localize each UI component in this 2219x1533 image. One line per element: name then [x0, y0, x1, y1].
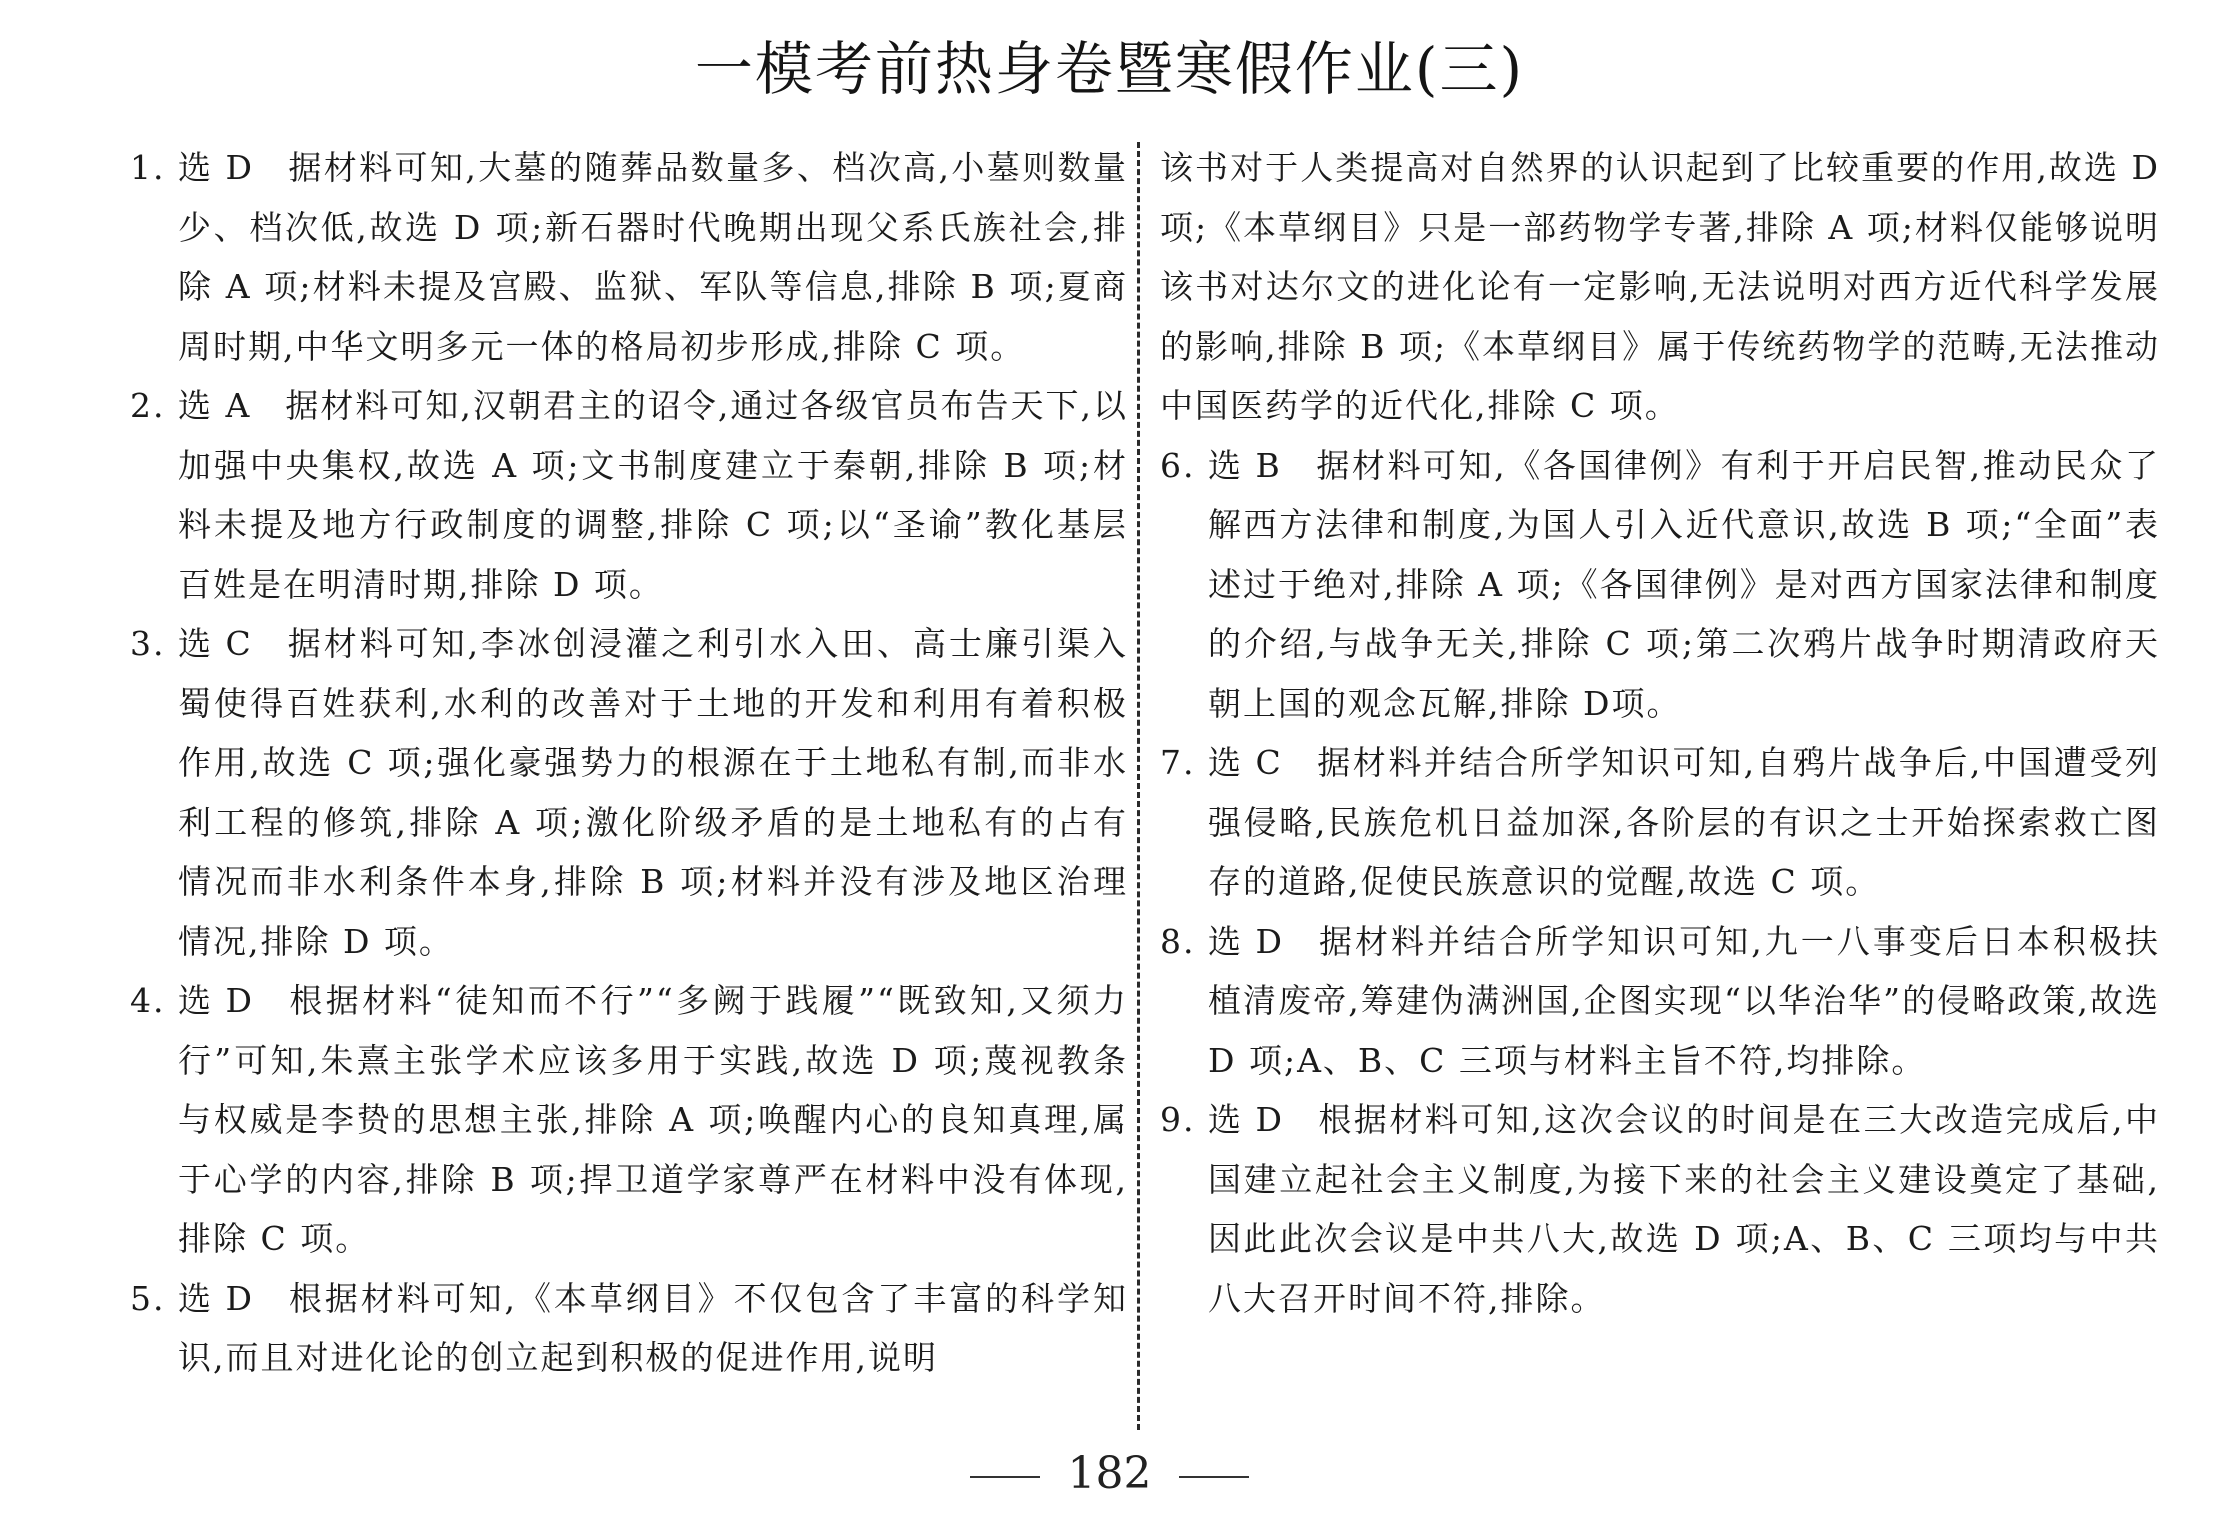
item-choice: 选 D	[178, 1278, 254, 1318]
item-choice: 选 B	[1208, 445, 1282, 485]
column-divider	[1137, 142, 1140, 1430]
answer-item-5	[130, 1269, 1128, 1388]
item-explanation: 据材料并结合所学知识可知,自鸦片战争后,中国遭受列强侵略,民族危机日益加深,各阶层的有识之士开始探索救亡图存的道路,促使民族意识的觉醒,故选 C 项。	[1208, 743, 2160, 901]
item-explanation: 根据材料“徒知而不行”“多阙于践履”“既致知,又须力行”可知,朱熹主张学术应该多用于实践,故选 D 项;蔑视教条与权威是李贽的思想主张,排除 A 项;唤醒内心的良知真理,属于心学的内容,排除 B 项;捍卫道学家尊严在材料中没有体现,排除 C 项。	[178, 981, 1128, 1258]
item-number: 1.	[130, 148, 166, 187]
item-number: 4.	[130, 981, 166, 1020]
left-column	[130, 138, 1128, 1388]
item-number: 2.	[130, 386, 166, 425]
item-explanation: 根据材料可知,这次会议的时间是在三大改造完成后,中国建立起社会主义制度,为接下来的社会主义建设奠定了基础,因此此次会议是中共八大,故选 D 项;A、B、C 三项均与中共八大召开时间不符,排除。	[1208, 1100, 2160, 1318]
item-number: 9.	[1160, 1100, 1196, 1139]
page-number-dash-right	[1179, 1476, 1249, 1478]
answer-item-9	[1160, 1090, 2160, 1328]
item-choice: 选 A	[178, 386, 252, 425]
item-number: 3.	[130, 624, 166, 663]
item-explanation: 据材料可知,李冰创浸灌之利引水入田、高士廉引渠入蜀使得百姓获利,水利的改善对于土地的开发和利用有着积极作用,故选 C 项;强化豪强势力的根源在于土地私有制,而非水利工程的修筑,排除 A 项;激化阶级矛盾的是土地私有的占有情况而非水利条件本身,排除 B 项;材料并没有涉及地区治理情况,排除 D 项。	[178, 624, 1128, 961]
item-choice: 选 C	[178, 624, 253, 663]
item-explanation: 据材料并结合所学知识可知,九一八事变后日本积极扶植清废帝,筹建伪满洲国,企图实现“以华治华”的侵略政策,故选 D 项;A、B、C 三项与材料主旨不符,均排除。	[1208, 921, 2160, 1080]
right-column	[1160, 138, 2160, 1328]
answer-item-7	[1160, 733, 2160, 912]
item-number: 6.	[1160, 445, 1196, 485]
answer-item-8	[1160, 912, 2160, 1091]
item-explanation: 据材料可知,大墓的随葬品数量多、档次高,小墓则数量少、档次低,故选 D 项;新石器时代晚期出现父系氏族社会,排除 A 项;材料未提及宫殿、监狱、军队等信息,排除 B 项;夏商周时期,中华文明多元一体的格局初步形成,排除 C 项。	[178, 148, 1128, 366]
item-explanation: 据材料可知,《各国律例》有利于开启民智,推动民众了解西方法律和制度,为国人引入近代意识,故选 B 项;“全面”表述过于绝对,排除 A 项;《各国律例》是对西方国家法律和制度的介绍,与战争无关,排除 C 项;第二次鸦片战争时期清政府天朝上国的观念瓦解,排除 D项。	[1208, 445, 2160, 723]
answer-item-2	[130, 376, 1128, 614]
page-title: 一模考前热身卷暨寒假作业(三)	[694, 35, 1525, 103]
item-number: 5.	[130, 1278, 166, 1318]
item-explanation: 根据材料可知,《本草纲目》不仅包含了丰富的科学知识,而且对进化论的创立起到积极的促进作用,说明	[178, 1278, 1128, 1377]
item-number: 8.	[1160, 921, 1196, 961]
item-choice: 选 D	[1208, 921, 1284, 961]
item-choice: 选 C	[1208, 743, 1283, 782]
item-explanation: 据材料可知,汉朝君主的诏令,通过各级官员布告天下,以加强中央集权,故选 A 项;文书制度建立于秦朝,排除 B 项;材料未提及地方行政制度的调整,排除 C 项;以“圣谕”教化基层百姓是在明清时期,排除 D 项。	[178, 386, 1128, 604]
item-choice: 选 D	[1208, 1100, 1284, 1139]
page-number: 182	[1067, 1448, 1152, 1499]
page-footer	[0, 1448, 2219, 1499]
page-number-dash-left	[970, 1476, 1040, 1478]
answer-item-5-continuation: 该书对于人类提高对自然界的认识起到了比较重要的作用,故选 D 项;《本草纲目》只是一部药物学专著,排除 A 项;材料仅能够说明该书对达尔文的进化论有一定影响,无法说明对西方近代科学发展的影响,排除 B 项;《本草纲目》属于传统药物学的范畴,无法推动中国医药学的近代化,排除 C 项。	[1160, 148, 2160, 425]
item-choice: 选 D	[178, 981, 254, 1020]
item-number: 7.	[1160, 743, 1196, 782]
answer-item-1	[130, 138, 1128, 376]
answer-item-4	[130, 971, 1128, 1269]
answer-item-6	[1160, 436, 2160, 734]
answer-item-3	[130, 614, 1128, 971]
item-choice: 选 D	[178, 148, 254, 187]
